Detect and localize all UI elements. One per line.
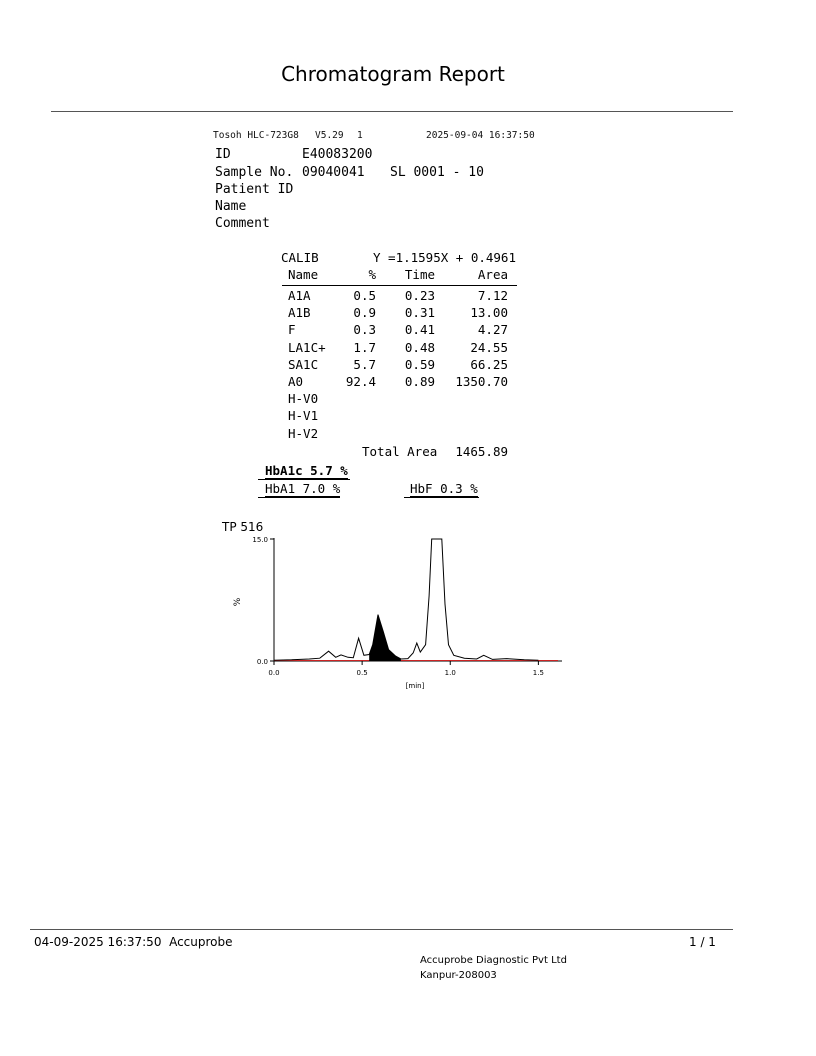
page-number: 1 / 1	[689, 935, 716, 949]
id-value: E40083200	[302, 147, 373, 162]
col-header-time: Time	[404, 267, 435, 282]
footer-datetime-lab: 04-09-2025 16:37:50 Accuprobe	[34, 935, 233, 949]
cell-name: H-V2	[288, 425, 319, 441]
cell-pct: 0.9	[353, 305, 376, 321]
cell-area: 13.00	[470, 305, 508, 321]
total-area-label: Total Area	[362, 444, 438, 459]
company-name: Accuprobe Diagnostic Pvt Ltd	[420, 955, 567, 966]
cell-pct: 92.4	[345, 374, 376, 389]
cell-area: 66.25	[470, 356, 508, 372]
cell-name: LA1C+	[288, 339, 326, 355]
x-tick-label: 0.0	[268, 669, 280, 677]
cell-name: SA1C	[288, 356, 319, 372]
y-tick-label: 15.0	[252, 536, 268, 544]
cell-name: A0	[288, 374, 304, 389]
col-header-name: Name	[288, 267, 319, 282]
cell-time: 0.48	[404, 339, 435, 355]
comment-label: Comment	[215, 216, 270, 231]
sl-value: SL 0001 - 10	[390, 165, 484, 180]
header-divider	[51, 111, 733, 112]
instrument-datetime: 2025-09-04 16:37:50	[426, 130, 535, 141]
report-title: Chromatogram Report	[281, 62, 505, 86]
x-tick-label: 1.5	[532, 669, 544, 677]
instrument-code: 1	[357, 130, 363, 141]
instrument-version: V5.29	[315, 130, 344, 141]
chromatogram-chart	[210, 515, 570, 700]
cell-time: 0.31	[404, 305, 435, 321]
hba1c-underline	[258, 479, 350, 480]
cell-name: H-V0	[288, 391, 319, 407]
cell-pct: 1.7	[353, 339, 376, 355]
col-header-area: Area	[477, 267, 508, 282]
id-label: ID	[215, 147, 231, 162]
cell-pct: 0.3	[353, 322, 376, 338]
instrument-model: Tosoh HLC-723G8	[213, 130, 299, 141]
patient-id-label: Patient ID	[215, 182, 294, 197]
sample-no-value: 09040041	[302, 165, 365, 180]
cell-area: 24.55	[470, 339, 508, 355]
cell-pct: 5.7	[353, 356, 376, 372]
cell-time: 0.59	[404, 356, 435, 372]
y-tick-label: 0.0	[256, 658, 268, 666]
cell-area: 1350.70	[455, 374, 508, 389]
calib-equation: Y =1.1595X + 0.4961	[373, 250, 516, 265]
company-address: Kanpur-208003	[420, 970, 497, 981]
sample-no-label: Sample No.	[215, 165, 294, 180]
chart-label: TP 516	[222, 520, 264, 534]
cell-name: A1A	[288, 288, 311, 303]
total-area-value: 1465.89	[455, 444, 508, 459]
hba1c-result: HbA1c 5.7 %	[265, 463, 348, 478]
hbf-result: HbF 0.3 %	[410, 481, 478, 496]
name-label: Name	[215, 199, 247, 214]
cell-name: H-V1	[288, 408, 319, 424]
cell-area: 4.27	[477, 322, 508, 338]
x-tick-label: 1.0	[444, 669, 456, 677]
chromatogram-trace	[274, 539, 538, 660]
cell-time: 0.41	[404, 322, 435, 338]
calib-label: CALIB	[281, 250, 319, 265]
cell-name: A1B	[288, 305, 311, 321]
hba1-underline	[258, 497, 340, 498]
cell-area: 7.12	[477, 288, 508, 303]
cell-time: 0.89	[404, 374, 435, 389]
x-tick-label: 0.5	[356, 669, 368, 677]
table-header-rule	[282, 285, 517, 286]
footer-divider	[30, 929, 733, 930]
hbf-underline	[404, 497, 479, 498]
x-axis-label: [min]	[405, 682, 425, 690]
y-axis-label: %	[233, 597, 243, 607]
cell-pct: 0.5	[353, 288, 376, 303]
hba1-result: HbA1 7.0 %	[265, 481, 341, 496]
cell-name: F	[288, 322, 296, 338]
col-header-pct: %	[368, 267, 376, 282]
cell-time: 0.23	[404, 288, 435, 303]
